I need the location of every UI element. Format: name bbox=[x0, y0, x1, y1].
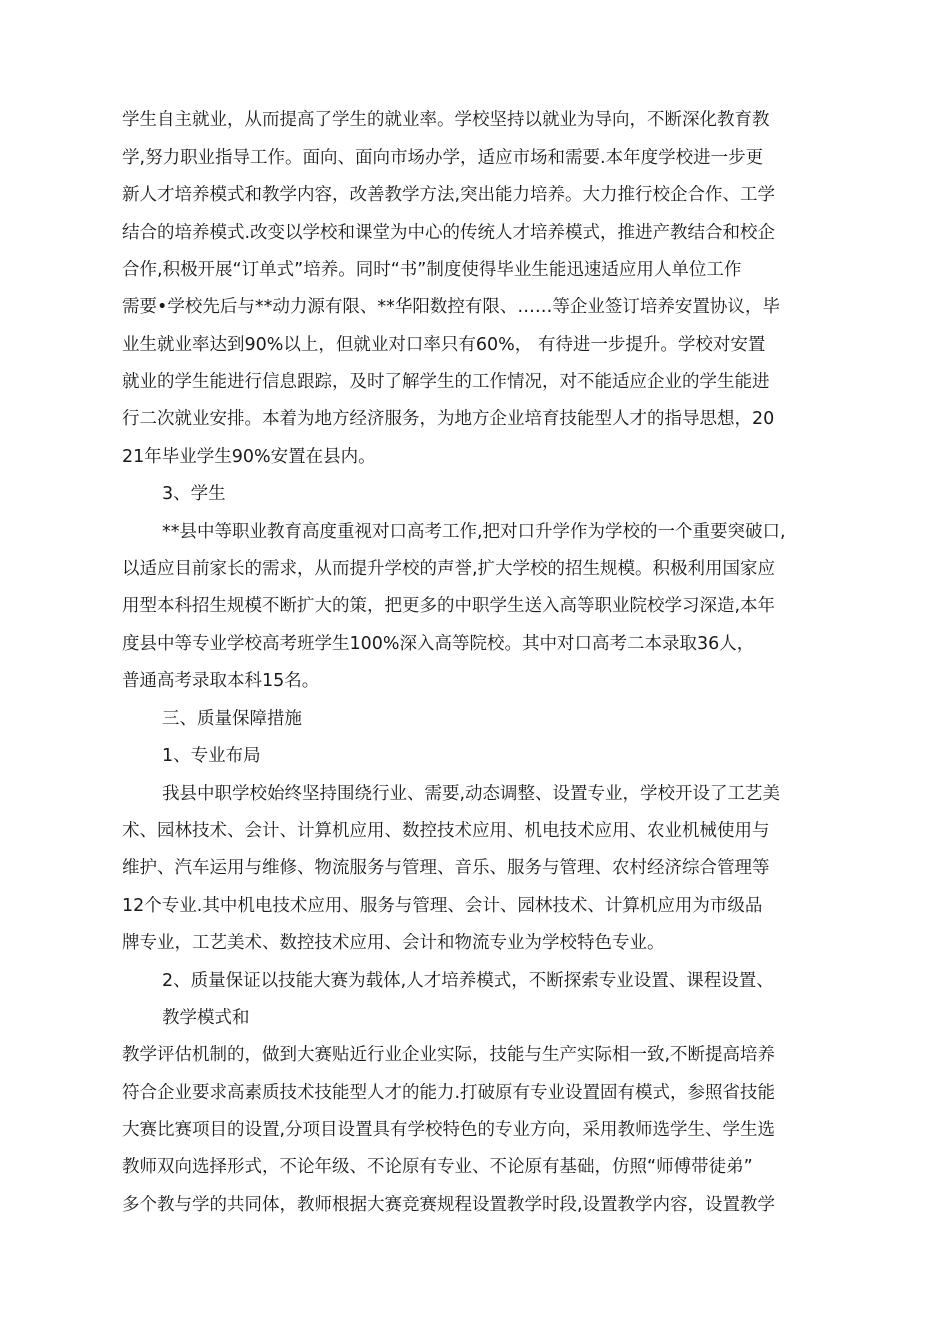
paragraph-line: 学,努力职业指导工作。面向、面向市场办学，适应市场和需要.本年度学校进一步更 bbox=[122, 148, 764, 168]
paragraph-line: 牌专业，工艺美术、数控技术应用、会计和物流专业为学校特色专业。 bbox=[122, 933, 665, 953]
paragraph-line: 合作,积极开展“订单式”培养。同时“书”制度使得毕业生能迅速适应用人单位工作 bbox=[122, 260, 742, 280]
paragraph-line: 大赛比赛项目的设置,分项目设置具有学校特色的专业方向，采用教师选学生、学生选 bbox=[122, 1120, 776, 1140]
paragraph-line: 以适应目前家长的需求，从而提升学校的声誉,扩大学校的招生规模。积极利用国家应 bbox=[122, 559, 776, 579]
paragraph-line: 用型本科招生规模不断扩大的策，把更多的中职学生送入高等职业院校学习深造,本年 bbox=[122, 596, 776, 616]
paragraph-line: 教师双向选择形式，不论年级、不论原有专业、不论原有基础，仿照“师傅带徒弟” bbox=[122, 1157, 753, 1177]
paragraph-line: **县中等职业教育高度重视对口高考工作,把对口升学作为学校的一个重要突破口, bbox=[162, 522, 786, 542]
paragraph-line: 新人才培养模式和教学内容，改善教学方法,突出能力培养。大力推行校企合作、工学 bbox=[122, 185, 776, 205]
paragraph-line: 学生自主就业，从而提高了学生的就业率。学校坚持以就业为导向，不断深化教育教 bbox=[122, 110, 770, 130]
paragraph-line: 结合的培养模式.改变以学校和课堂为中心的传统人才培养模式，推进产教结合和校企 bbox=[122, 223, 776, 243]
paragraph-line: 行二次就业安排。本着为地方经济服务，为地方企业培育技能型人才的指导思想，20 bbox=[122, 409, 775, 429]
paragraph-line: 维护、汽车运用与维修、物流服务与管理、音乐、服务与管理、农村经济综合管理等 bbox=[122, 858, 770, 878]
paragraph-line: 教学模式和 bbox=[162, 1008, 250, 1028]
paragraph-line: 教学评估机制的，做到大赛贴近行业企业实际，技能与生产实际相一致,不断提高培养 bbox=[122, 1045, 776, 1065]
paragraph-line: 需要•学校先后与**动力源有限、**华阳数控有限、……等企业签订培养安置协议，毕 bbox=[122, 297, 780, 317]
paragraph-line: 符合企业要求高素质技术技能型人才的能力.打破原有专业设置固有模式，参照省技能 bbox=[122, 1083, 776, 1103]
paragraph-line: 术、园林技术、会计、计算机应用、数控技术应用、机电技术应用、农业机械使用与 bbox=[122, 821, 770, 841]
paragraph-line: 普通高考录取本科15名。 bbox=[122, 671, 320, 691]
paragraph-line: 业生就业率达到90%以上，但就业对口率只有60%， 有待进一步提升。学校对安置 bbox=[122, 335, 766, 355]
paragraph-line: 多个教与学的共同体，教师根据大赛竞赛规程设置教学时段,设置教学内容，设置教学 bbox=[122, 1195, 776, 1215]
paragraph-line: 12个专业.其中机电技术应用、服务与管理、会计、园林技术、计算机应用为市级品 bbox=[122, 896, 763, 916]
section-heading-students: 3、学生 bbox=[162, 484, 226, 504]
subsection-heading-quality-assurance: 2、质量保证以技能大赛为载体,人才培养模式，不断探索专业设置、课程设置、 bbox=[162, 971, 774, 991]
section-heading-quality-measures: 三、质量保障措施 bbox=[162, 709, 302, 729]
paragraph-line: 就业的学生能进行信息跟踪，及时了解学生的工作情况，对不能适应企业的学生能进 bbox=[122, 372, 770, 392]
paragraph-line: 我县中职学校始终坚持围绕行业、需要,动态调整、设置专业，学校开设了工艺美 bbox=[162, 784, 781, 804]
subsection-heading-major-layout: 1、专业布局 bbox=[162, 746, 261, 766]
paragraph-line: 21年毕业学生90%安置在县内。 bbox=[122, 447, 376, 467]
paragraph-line: 度县中等专业学校高考班学生100%深入高等院校。其中对口高考二本录取36人， bbox=[122, 634, 755, 654]
